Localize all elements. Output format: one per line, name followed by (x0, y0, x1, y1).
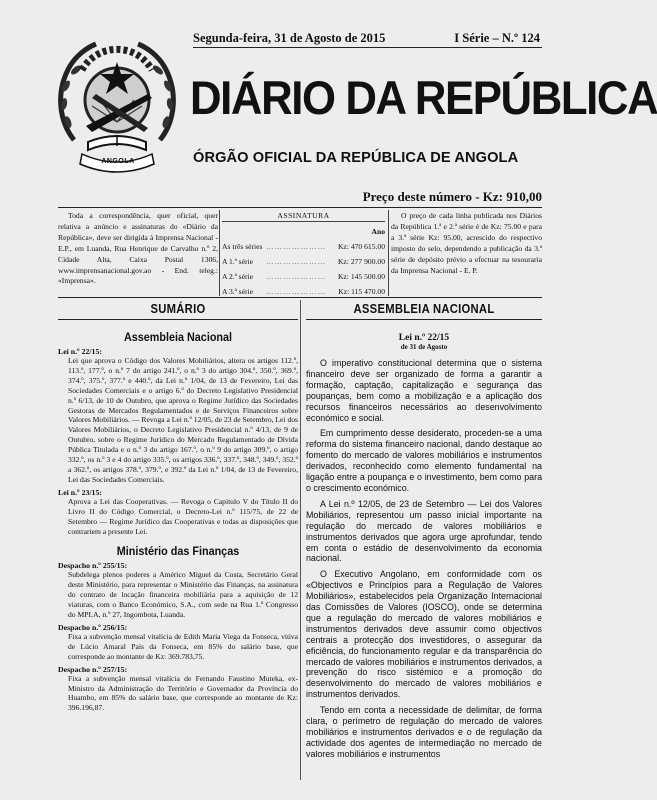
subscription-row-leader: ………………… (266, 287, 327, 296)
info-divider (388, 210, 389, 296)
body-title-rule (306, 319, 542, 320)
summary-title: SUMÁRIO (150, 302, 206, 316)
summary-entry-heading: Despacho n.º 255/15: (58, 561, 128, 571)
subscription-row-leader: ………………… (266, 272, 327, 281)
subscription-row (222, 242, 385, 251)
summary-section-title: Ministério das Finanças (116, 544, 240, 559)
body-paragraph: O Executivo Angolano, em conformidade com os «Objectivos e Princípios para a Regulação de Valores Mobiliários», estabelecidos pela Organização Internacional das Comissões de Valores (IOSCO), onde se determina que a regulação do mercado de valores mobiliários e instrumentos derivados deve assumir como objectivos centrais a protecção dos investidores, o assegurar da eficiência, do funcionamento regular e da transparência do mercado de valores mobiliários e instrumentos derivados, a prevenção do risco sistémico e a promoção do desenvolvimento do mercado de valores mobiliários e instrumentos derivados. (306, 569, 542, 700)
summary-column (58, 302, 298, 713)
correspondence-notice: Toda a correspondência, quer oficial, quer relativa a anúncio e assinaturas do «Diário da República», deve ser dirigida à Imprensa Nacional - E.P., em Luanda, Rua Henrique de Carvalho n.º 2, Cidade Alta, Caixa Postal 1306, www.imprensanacional.gov.ao - End. teleg.: «Imprensa». (58, 211, 218, 286)
law-title: Lei n.º 22/15 (398, 333, 450, 343)
summary-entry-heading: Despacho n.º 257/15: (58, 664, 128, 674)
subscription-row-value: Kz: 470 615.00 (337, 242, 385, 251)
body-column (306, 302, 542, 765)
column-divider (300, 300, 301, 780)
subscription-row-value: Kz: 277 900.00 (337, 257, 385, 266)
info-box-top-rule (58, 207, 542, 208)
subscription-row (222, 257, 385, 266)
summary-section-title: Assembleia Nacional (123, 330, 233, 344)
body-paragraph: Tendo em conta a necessidade de delimitar, de forma clara, o perímetro de regulação do mercado de valores mobiliários e instrumentos derivados e o de regulação da actividade dos agentes de intermediação no mercado de valores mobiliários e instrumentos (306, 705, 542, 759)
subscription-row-leader: ………………… (266, 242, 327, 251)
subscription-row (222, 272, 385, 281)
summary-entry-text: Fixa a subvenção mensal vitalícia de Fernando Faustino Muteka, ex-Ministro da Administração do Território e Governador da Província do Huambo, em 85% do salário base, que corresponde ao montante de Kz: 396.196,87. (68, 673, 298, 713)
subscription-row-label: A 1.ª série (222, 257, 253, 266)
subscription-row (222, 287, 385, 296)
subscription-table (222, 211, 385, 296)
subscription-row-label: A 2.ª série (222, 272, 253, 281)
issue-date: Segunda-feira, 31 de Agosto de 2015 (193, 31, 386, 45)
info-box-bottom-rule (58, 297, 542, 298)
summary-entry-heading: Lei n.º 23/15: (58, 487, 102, 497)
summary-title-rule (58, 319, 298, 320)
body-section-title: ASSEMBLEIA NACIONAL (353, 302, 495, 316)
masthead-subtitle: ÓRGÃO OFICIAL DA REPÚBLICA DE ANGOLA (193, 150, 519, 166)
subscription-row-value: Kz: 115 470.00 (338, 287, 385, 296)
info-divider (219, 210, 220, 296)
subscription-row-value: Kz: 145 500.00 (337, 272, 385, 281)
summary-entry-heading: Despacho n.º 256/15: (58, 622, 128, 632)
body-paragraph: Em cumprimento desse desiderato, proceden-se a uma reforma do sistema financeiro nacional, dando destaque ao fomento do mercado de valores mobiliários e instrumentos derivados, reconhecido como elemento fundamental na ligação entre a poupança e o investimento, bem como para o crescimento económico. (306, 428, 542, 493)
summary-entry-text: Subdelega plenos poderes a Américo Miguel da Costa, Secretário Geral deste Ministério, para representar o Ministério das Finanças, na assinatura do contrato de locação financeira mobiliária para a aquisição de 12 viaturas, com o Banco Económico, S.A., com sede na Rua 1.º Congresso do MPLA, n.º 27, Ingombota, Luanda. (68, 570, 298, 620)
subscription-year-label: Ano (371, 227, 385, 236)
issue-series: I Série – N.º 124 (454, 31, 540, 45)
law-date: de 31 de Agosto (400, 343, 448, 351)
pricing-notice: O preço de cada linha publicada nos Diários da República 1.ª e 2.ª série é de Kz: 75.00 e para a 3.ª série Kz: 95.00, acrescido do respectivo imposto do selo, dependendo a publicação da 3.ª série de depósito prévio a efectuar na tesouraria da Imprensa Nacional - E. P. (391, 211, 542, 275)
summary-entry-heading: Lei n.º 22/15: (58, 347, 102, 356)
body-paragraph: A Lei n.º 12/05, de 23 de Setembro — Lei dos Valores Mobiliários, representou um passo inicial importante na regulação do mercado de valores mobiliários e instrumentos derivados que agora urge aprofundar, tendo em conta o estádio de desenvolvimento da economia nacional. (306, 498, 542, 564)
summary-entry-text: Lei que aprova o Código dos Valores Mobiliários, altera os artigos 112.º, 113.º, 177.º, o n.º 7 do artigo 241.º, o n.º 3 do artigo 304.º, 350.º, 369.º, 374.º, 375.º, 377.º e 440.º, da Lei n.º 1/04, de 13 de Fevereiro, Lei das Sociedades Comerciais e o artigo 6.º do Decreto Legislativo Presidencial n.º 6/13, de 10 de Outubro, que aprova o Regime Jurídico das Sociedades Gestoras de Mercados Regulamentados e de Serviços Financeiros sobre Valores Mobiliários. — Revoga a Lei n.º 12/05, de 23 de Setembro, Lei dos Valores Mobiliários, o Decreto Legislativo Presidencial n.º 4/13, de 9 de Outubro, sobre o Regime Jurídico do Mercado Regulamentado de Dívida Pública Titulada e o n.º 3 do artigo 167.º, o n.º 9 do artigo 309.º, o artigo 332.º, os n.º 3 e 4 do artigo 335.º, os artigos 336.º, 337.º, 348.º, 349.º, 352.º a 362.º, os artigos 378.º, 379.º, e 392.º da Lei n.º 1/04, de 13 de Fevereiro, Lei das Sociedades Comerciais. (68, 356, 298, 484)
summary-entry-text: Fixa a subvenção mensal vitalícia de Edith Maria Viega da Fonseca, viúva de Lúcio Amaral Pais da Fonseca, em 85% do salário base, que corresponde ao montante de Kz: 369.783,75. (68, 631, 298, 661)
subscription-row-leader: ………………… (266, 257, 327, 266)
issue-price: Preço deste número - Kz: 910,00 (362, 189, 542, 204)
header-rule (193, 47, 542, 48)
subscription-row-label: As três séries (222, 242, 263, 251)
angola-emblem-icon (52, 30, 182, 176)
subscription-header: ASSINATURA (222, 211, 385, 222)
masthead-title: DIÁRIO DA REPÚBLICA (190, 71, 657, 124)
body-paragraph: O imperativo constitucional determina que o sistema financeiro deve ser organizado de forma a garantir a formação, captação, capitalização e segurança das poupanças, bem como a mobilização e a aplicação dos recursos financeiros necessários ao desenvolvimento económico e social. (306, 358, 542, 423)
summary-entry-text: Aprova a Lei das Cooperativas. — Revoga o Capítulo V do Título II do Livro II do Código Comercial, o Decreto-Lei n.º 115/75, de 22 de Setembro — Regime Jurídico das Cooperativas e todas as disposições que contrariem a presente Lei. (68, 496, 298, 536)
subscription-row-label: A 3.ª série (222, 287, 253, 296)
emblem-banner-text: ANGOLA (101, 158, 135, 165)
